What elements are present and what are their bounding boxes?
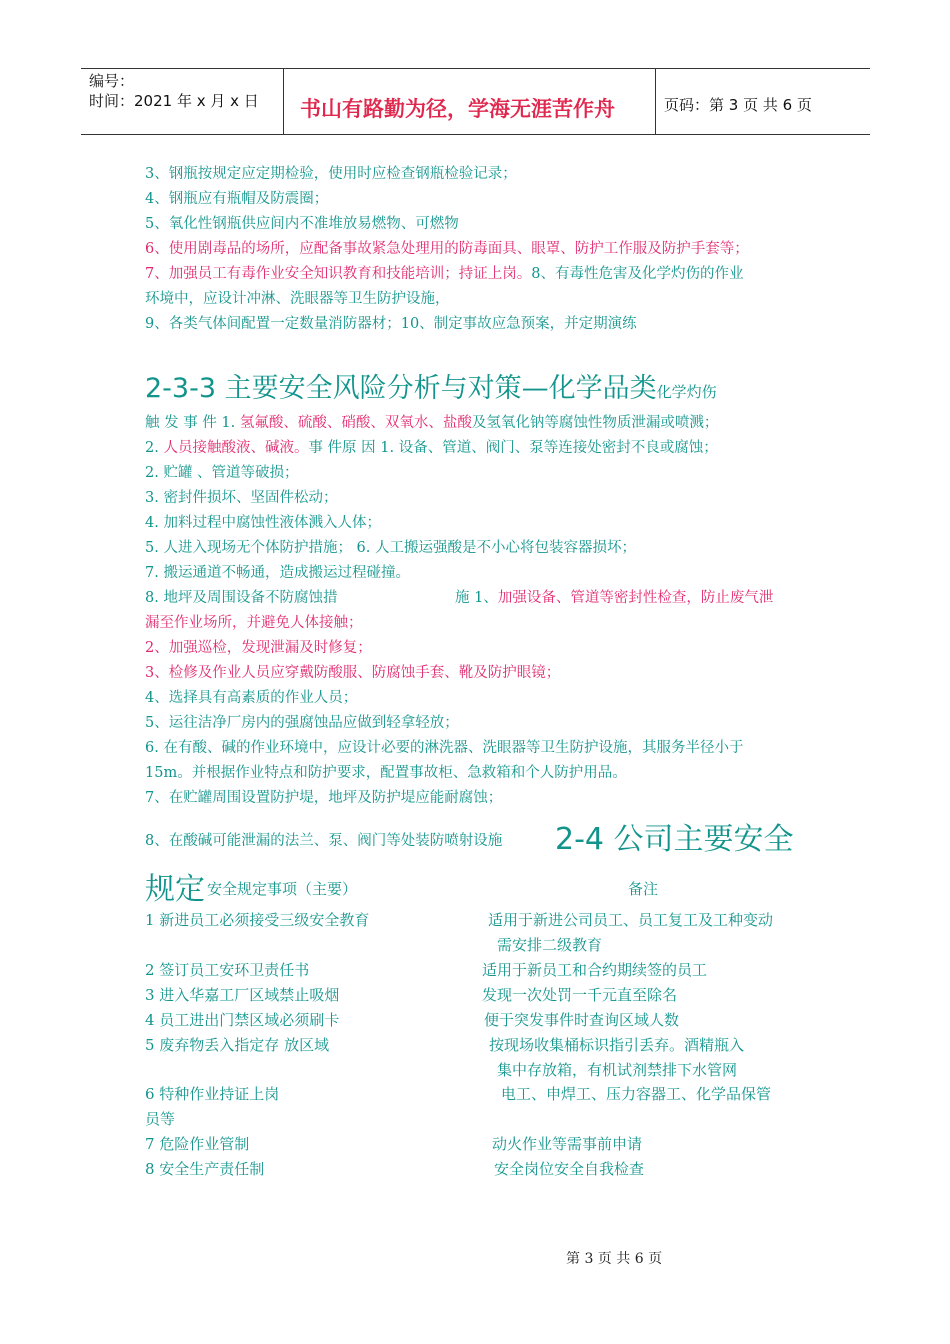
rule-item-3: 3 进入华嘉工厂区域禁止吸烟 — [145, 986, 340, 1004]
rule-note-8: 安全岗位安全自我检查 — [494, 1160, 645, 1178]
header-motto: 书山有路勤为径，学海无涯苦作舟 — [300, 97, 615, 121]
header-top-rule — [81, 68, 870, 69]
rule-note-6: 电工、申焊工、压力容器工、化学品保管 — [501, 1085, 772, 1103]
trigger-2-num: 2. — [145, 440, 164, 456]
cause-3: 3. 密封件损坏、坚固件松动； — [145, 490, 338, 506]
trigger-chemicals: 氢氟酸、硫酸、硝酸、双氧水、盐酸 — [239, 415, 472, 431]
rule-note-7: 动火作业等需事前申请 — [492, 1135, 643, 1153]
rule-note-5-cont: 集中存放箱，有机试剂禁排下水管网 — [497, 1061, 738, 1079]
precaution-7-8 — [145, 262, 743, 283]
cause-4: 4. 加料过程中腐蚀性液体溅入人体； — [145, 515, 381, 531]
footer-page-number: 第 3 页 共 6 页 — [566, 1251, 663, 1267]
column-header-items: 安全规定事项（主要） — [207, 880, 358, 898]
header-number-label: 编号： — [89, 72, 135, 90]
cause-8: 8. 地坪及周围设备不防腐蚀措 — [145, 590, 338, 606]
cause-2: 2. 贮罐 、管道等破损； — [145, 465, 299, 481]
precaution-8-cont: 环境中，应设计冲淋、洗眼器等卫生防护设施， — [145, 291, 450, 307]
trigger-line-2 — [145, 436, 718, 457]
section-24-title-cont: 规定 — [145, 872, 205, 907]
precaution-9-10: 9、各类气体间配置一定数量消防器材；10、制定事故应急预案，并定期演练 — [145, 316, 637, 332]
rule-item-4: 4 员工进出门禁区域必须刷卡 — [145, 1011, 340, 1029]
rule-item-5: 5 废弃物丢入指定存 放区域 — [145, 1036, 330, 1054]
rule-note-6-cont: 员等 — [145, 1110, 176, 1128]
cause-7: 7. 搬运通道不畅通，造成搬运过程碰撞。 — [145, 565, 410, 581]
precaution-4: 4、钢瓶应有瓶帽及防震圈； — [145, 191, 329, 207]
trigger-label: 触 发 事 件 1. — [145, 415, 240, 431]
rule-note-4: 便于突发事件时查询区域人数 — [484, 1011, 680, 1029]
precaution-5: 5、氧化性钢瓶供应间内不准堆放易燃物、可燃物 — [145, 216, 459, 232]
measure-7: 7、在贮罐周围设置防护堤，地坪及防护堤应能耐腐蚀； — [145, 790, 503, 806]
precaution-8: 8、有毒性危害及化学灼伤的作业 — [531, 266, 744, 282]
rule-note-1-cont: 需安排二级教育 — [497, 936, 603, 954]
section-233-subtitle: 化学灼伤 — [656, 383, 717, 401]
measure-1-text: 加强设备、管道等密封性检查，防止废气泄 — [497, 590, 774, 606]
header-divider-right — [655, 68, 656, 134]
trigger-rest: 及氢氧化钠等腐蚀性物质泄漏或喷溅； — [471, 415, 719, 431]
precaution-7: 7、加强员工有毒作业安全知识教育和技能培训；持证上岗。 — [145, 266, 532, 282]
measure-4: 4、选择具有高素质的作业人员； — [145, 690, 358, 706]
measure-1-cont: 漏至作业场所，并避免人体接触； — [145, 615, 363, 631]
measure-5: 5、运往洁净厂房内的强腐蚀品应做到轻拿轻放； — [145, 715, 459, 731]
column-header-notes: 备注 — [628, 880, 659, 898]
rule-note-5: 按现场收集桶标识指引丢弃。酒精瓶入 — [489, 1036, 745, 1054]
header-divider-left — [283, 68, 284, 134]
section-24-title: 2-4 公司主要安全 — [555, 822, 794, 857]
measure-1 — [455, 586, 773, 607]
header-bottom-rule — [81, 134, 870, 135]
trigger-2-contact: 人员接触酸液、碱液。 — [163, 440, 309, 456]
header-time-label: 时间：2021 年 x 月 x 日 — [89, 92, 259, 110]
rule-note-1: 适用于新进公司员工、员工复工及工种变动 — [488, 911, 774, 929]
trigger-line-1 — [145, 411, 718, 432]
rule-item-6: 6 特种作业持证上岗 — [145, 1085, 280, 1103]
precaution-3: 3、钢瓶按规定应定期检验，使用时应检查钢瓶检验记录； — [145, 166, 517, 182]
section-233-heading — [145, 366, 717, 405]
rule-item-7: 7 危险作业管制 — [145, 1135, 250, 1153]
rule-item-1: 1 新进员工必须接受三级安全教育 — [145, 911, 370, 929]
cause-5-6: 5. 人进入现场无个体防护措施； 6. 人工搬运强酸是不小心将包装容器损坏； — [145, 540, 636, 556]
rule-item-2: 2 签订员工安环卫责任书 — [145, 961, 310, 979]
measure-1-label: 施 1、 — [455, 590, 498, 606]
cause-1: 事 件原 因 1. 设备、管道、阀门、泵等连接处密封不良或腐蚀； — [308, 440, 718, 456]
rule-item-8: 8 安全生产责任制 — [145, 1160, 265, 1178]
precaution-6: 6、使用剧毒品的场所，应配备事故紧急处理用的防毒面具、眼罩、防护工作服及防护手套等； — [145, 241, 749, 257]
section-233-title: 2-3-3 主要安全风险分析与对策—化学品类 — [145, 373, 657, 404]
measure-8: 8、在酸碱可能泄漏的法兰、泵、阀门等处装防喷射设施 — [145, 833, 503, 849]
measure-6-cont: 15m。并根据作业特点和防护要求，配置事故柜、急救箱和个人防护用品。 — [145, 765, 627, 781]
header-page-label: 页码：第 3 页 共 6 页 — [664, 96, 812, 114]
rule-note-2: 适用于新员工和合约期续签的员工 — [482, 961, 708, 979]
measure-3: 3、检修及作业人员应穿戴防酸服、防腐蚀手套、靴及防护眼镜； — [145, 665, 561, 681]
measure-2: 2、加强巡检，发现泄漏及时修复； — [145, 640, 372, 656]
measure-6: 6. 在有酸、碱的作业环境中，应设计必要的淋洗器、洗眼器等卫生防护设施，其服务半径小于 — [145, 740, 744, 756]
rule-note-3: 发现一次处罚一千元直至除名 — [482, 986, 678, 1004]
